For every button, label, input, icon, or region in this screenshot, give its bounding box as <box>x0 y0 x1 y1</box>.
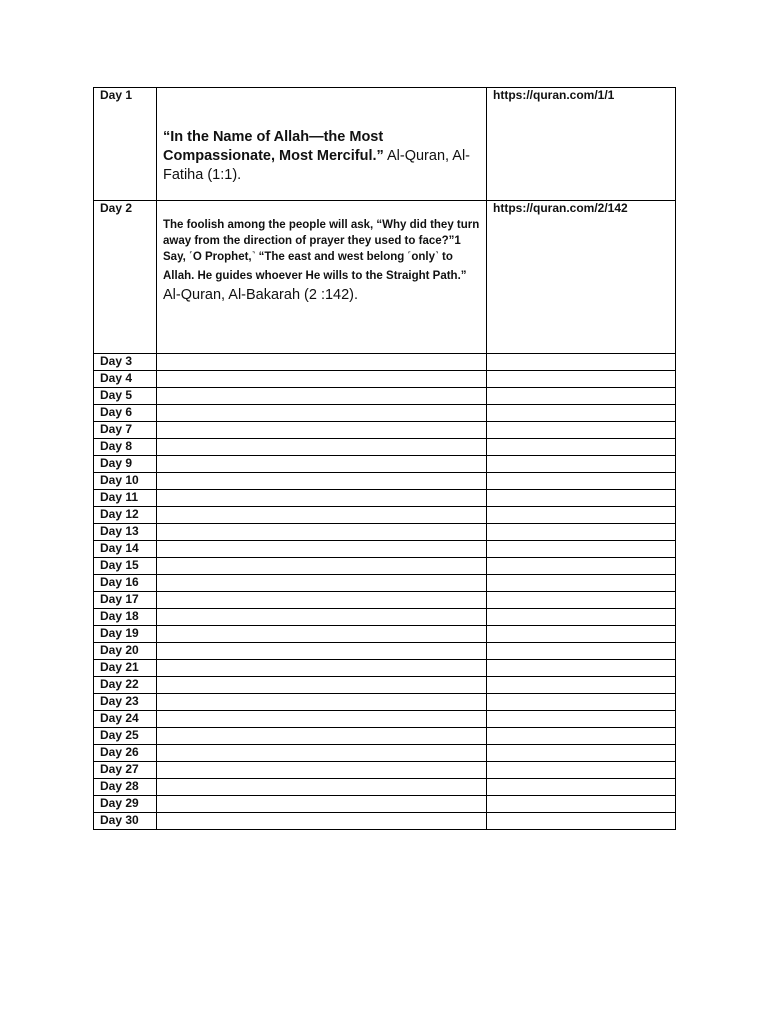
verse-cell[interactable] <box>157 609 487 626</box>
day-label: Day 16 <box>94 575 157 592</box>
day-label: Day 11 <box>94 490 157 507</box>
table-row <box>94 643 676 660</box>
verse-cell[interactable] <box>157 422 487 439</box>
table-row <box>94 813 676 830</box>
table-row <box>94 456 676 473</box>
verse-cell[interactable] <box>157 541 487 558</box>
verse-cell[interactable] <box>157 779 487 796</box>
link-cell[interactable] <box>487 507 676 524</box>
verse-link[interactable]: https://quran.com/2/142 <box>487 201 676 354</box>
day-label: Day 27 <box>94 762 157 779</box>
verse-cell[interactable] <box>157 456 487 473</box>
day-label: Day 25 <box>94 728 157 745</box>
table-row <box>94 592 676 609</box>
day-label: Day 4 <box>94 371 157 388</box>
day-label: Day 24 <box>94 711 157 728</box>
link-cell[interactable] <box>487 541 676 558</box>
day-label: Day 20 <box>94 643 157 660</box>
link-cell[interactable] <box>487 371 676 388</box>
verse-cell[interactable] <box>157 524 487 541</box>
verse-cell[interactable] <box>157 745 487 762</box>
verse-cell[interactable] <box>157 813 487 830</box>
table-row <box>94 507 676 524</box>
link-cell[interactable] <box>487 813 676 830</box>
link-cell[interactable] <box>487 592 676 609</box>
link-cell[interactable] <box>487 575 676 592</box>
table-row <box>94 609 676 626</box>
verse-cell[interactable] <box>157 507 487 524</box>
day-label: Day 9 <box>94 456 157 473</box>
verse-cell[interactable] <box>157 371 487 388</box>
table-row <box>94 660 676 677</box>
table-row <box>94 779 676 796</box>
verse-link[interactable]: https://quran.com/1/1 <box>487 88 676 201</box>
day-label: Day 29 <box>94 796 157 813</box>
verse-source: Al-Quran, Al-Bakarah (2 :142). <box>163 287 359 303</box>
link-cell[interactable] <box>487 660 676 677</box>
verse-cell[interactable] <box>157 762 487 779</box>
day-label: Day 14 <box>94 541 157 558</box>
verse-cell[interactable] <box>157 388 487 405</box>
verse-source: Al-Quran, Al-Fatiha (1:1). <box>163 148 470 183</box>
verse-cell[interactable] <box>157 439 487 456</box>
day-label: Day 7 <box>94 422 157 439</box>
verse-cell[interactable] <box>157 694 487 711</box>
day-label: Day 19 <box>94 626 157 643</box>
verse-cell[interactable] <box>157 677 487 694</box>
link-cell[interactable] <box>487 609 676 626</box>
link-cell[interactable] <box>487 354 676 371</box>
day-label: Day 13 <box>94 524 157 541</box>
link-cell[interactable] <box>487 711 676 728</box>
table-row <box>94 473 676 490</box>
link-cell[interactable] <box>487 728 676 745</box>
table-row <box>94 626 676 643</box>
daily-reading-table <box>93 87 676 830</box>
day-label: Day 18 <box>94 609 157 626</box>
verse-cell <box>157 201 487 354</box>
verse-cell[interactable] <box>157 643 487 660</box>
table-body <box>94 88 676 830</box>
table-row <box>94 422 676 439</box>
table-row <box>94 677 676 694</box>
day-label: Day 1 <box>94 88 157 201</box>
verse-cell[interactable] <box>157 592 487 609</box>
verse-cell[interactable] <box>157 354 487 371</box>
link-cell[interactable] <box>487 439 676 456</box>
day-label: Day 5 <box>94 388 157 405</box>
verse-cell[interactable] <box>157 711 487 728</box>
day-label: Day 2 <box>94 201 157 354</box>
link-cell[interactable] <box>487 694 676 711</box>
verse-text <box>163 128 480 185</box>
table-row <box>94 524 676 541</box>
link-cell[interactable] <box>487 524 676 541</box>
verse-cell[interactable] <box>157 558 487 575</box>
table-row <box>94 201 676 354</box>
table-row <box>94 728 676 745</box>
verse-cell[interactable] <box>157 796 487 813</box>
table-row <box>94 694 676 711</box>
table-row <box>94 371 676 388</box>
link-cell[interactable] <box>487 643 676 660</box>
verse-cell[interactable] <box>157 490 487 507</box>
link-cell[interactable] <box>487 626 676 643</box>
day-label: Day 28 <box>94 779 157 796</box>
verse-quote: “In the Name of Allah—the Most Compassionate, Most Merciful.” <box>163 129 384 164</box>
table-row <box>94 575 676 592</box>
verse-cell <box>157 88 487 201</box>
day-label: Day 3 <box>94 354 157 371</box>
table-row <box>94 558 676 575</box>
link-cell[interactable] <box>487 422 676 439</box>
table-row <box>94 762 676 779</box>
day-label: Day 10 <box>94 473 157 490</box>
table-row <box>94 88 676 201</box>
link-cell[interactable] <box>487 388 676 405</box>
verse-cell[interactable] <box>157 473 487 490</box>
link-cell[interactable] <box>487 473 676 490</box>
day-label: Day 26 <box>94 745 157 762</box>
day-label: Day 30 <box>94 813 157 830</box>
link-cell[interactable] <box>487 779 676 796</box>
verse-text <box>163 217 482 305</box>
day-label: Day 21 <box>94 660 157 677</box>
table-row <box>94 745 676 762</box>
day-label: Day 12 <box>94 507 157 524</box>
verse-quote: The foolish among the people will ask, “Why did they turn away from the direction of prayer they used to face?”1 Say, ˹O Prophet,˺ “The east and west belong ˹only˺ to Allah. He guides whoever He wills to the Straight Path.” <box>163 219 480 282</box>
table-row <box>94 405 676 422</box>
table-row <box>94 354 676 371</box>
link-cell[interactable] <box>487 456 676 473</box>
verse-cell[interactable] <box>157 405 487 422</box>
verse-cell[interactable] <box>157 626 487 643</box>
table-row <box>94 541 676 558</box>
link-cell[interactable] <box>487 677 676 694</box>
table-row <box>94 711 676 728</box>
verse-cell[interactable] <box>157 728 487 745</box>
day-label: Day 23 <box>94 694 157 711</box>
verse-cell[interactable] <box>157 575 487 592</box>
link-cell[interactable] <box>487 405 676 422</box>
day-label: Day 15 <box>94 558 157 575</box>
link-cell[interactable] <box>487 490 676 507</box>
day-label: Day 22 <box>94 677 157 694</box>
link-cell[interactable] <box>487 745 676 762</box>
day-label: Day 8 <box>94 439 157 456</box>
day-label: Day 6 <box>94 405 157 422</box>
verse-cell[interactable] <box>157 660 487 677</box>
table-row <box>94 439 676 456</box>
day-label: Day 17 <box>94 592 157 609</box>
table-row <box>94 796 676 813</box>
table-row <box>94 490 676 507</box>
link-cell[interactable] <box>487 762 676 779</box>
link-cell[interactable] <box>487 558 676 575</box>
link-cell[interactable] <box>487 796 676 813</box>
table-row <box>94 388 676 405</box>
